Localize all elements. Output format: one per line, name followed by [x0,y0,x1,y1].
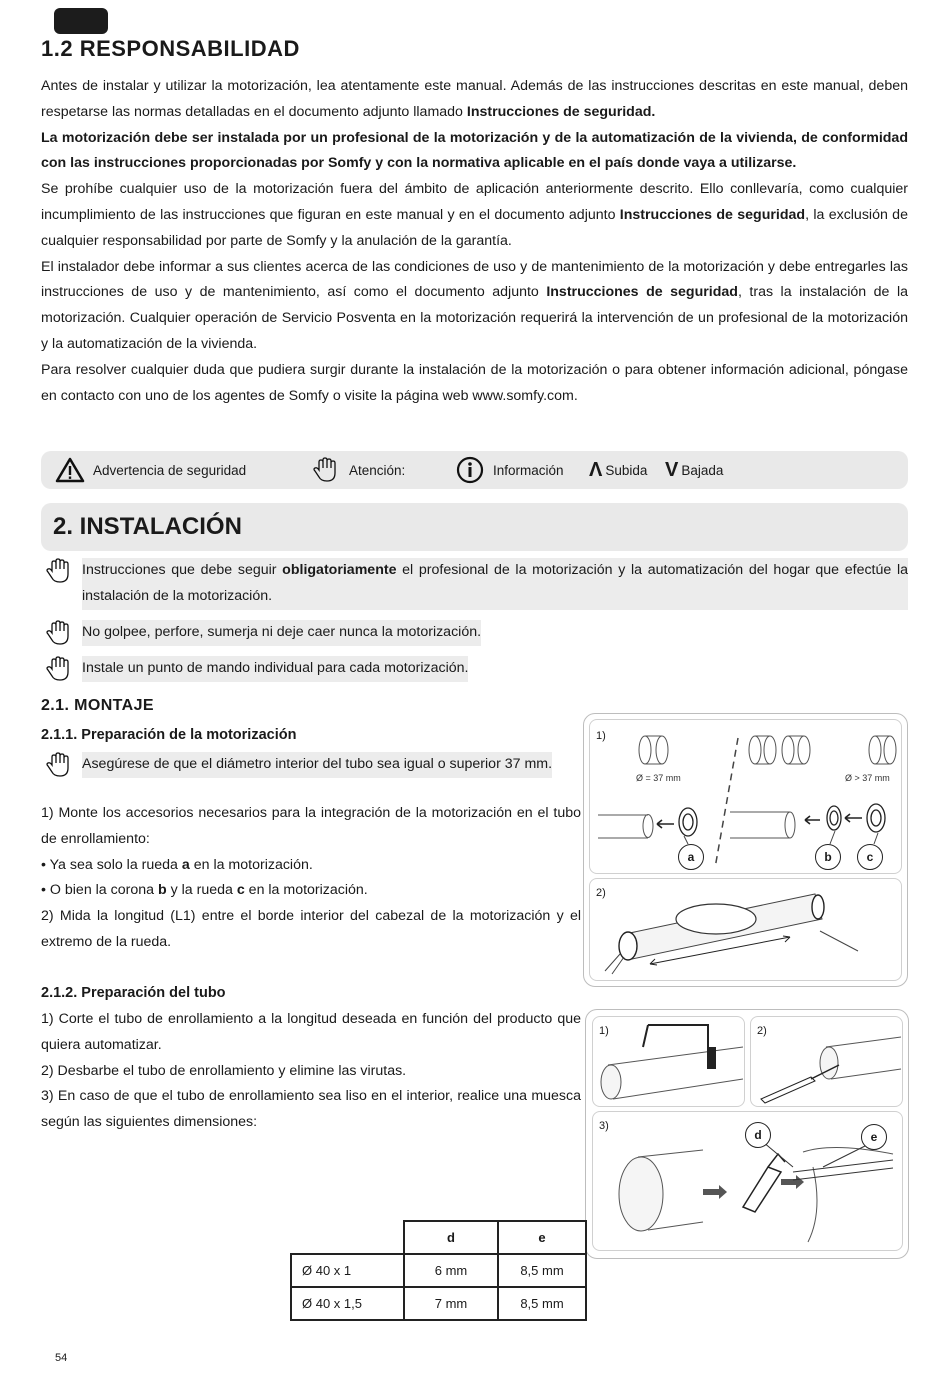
figure-panel-1 [589,719,902,874]
chapter-title: 2. INSTALACIÓN [53,513,242,540]
instruction-item [44,620,481,646]
saw-cut-drawing [593,1017,744,1106]
step-text: 1) Corte el tubo de enrollamiento a la longitud deseada en función del producto que quiera automatizar. [41,1011,581,1053]
wheel-ref: c [236,882,245,899]
chapter-header [41,503,908,551]
safety-doc-ref: Instrucciones de seguridad [546,284,738,301]
step-text: 3) En caso de que el tubo de enrollamiento sea liso en el interior, realice una muesca según las siguientes dimensiones: [41,1088,581,1131]
paragraph-2 [41,126,908,178]
section-title: 1.2 RESPONSABILIDAD [41,36,300,61]
marker-e: e [861,1124,887,1150]
safety-doc-ref: Instrucciones de seguridad [619,206,806,223]
paragraph-3-tail: , la exclusión de cualquier responsabilidad por parte de Somfy y la anulación de la garantía. [41,206,908,249]
instruction-item [44,656,468,682]
panel-label: 1) [596,730,606,742]
step-text: 1) Monte los accesorios necesarios para la integración de la motorización en el tubo de enrollamiento: [41,805,581,847]
step-text-part: • Ya sea solo la rueda [41,856,182,873]
table-cell-e: 8,5 mm [498,1287,586,1320]
montaje-title: 2.1. MONTAJE [41,697,154,714]
step-text-part: en la motorización. [244,882,368,899]
diameter-label-right: Ø > 37 mm [845,773,890,783]
table-header-blank [291,1221,404,1254]
instruction-item [44,752,552,778]
paragraph-1-text: Antes de instalar y utilizar la motorización, lea atentamente este manual. Además de las instrucciones descritas en este manual, deben respetarse las normas detalladas en el documento adjunto llamado [41,78,908,120]
paragraph-3-text: Se prohíbe cualquier uso de la motorización fuera del ámbito de aplicación anteriormente descrito. Ello conllevaría, como cualquier incumplimiento de las instrucciones que figuran en este manual y en el documento adjunto [41,181,908,223]
paragraph-4-text: El instalador debe informar a sus clientes acerca de las condiciones de uso y de mantenimiento de la motorización y debe entregarles las instrucciones de uso y de mantenimiento, así como el documento adjunto [41,258,908,301]
marker-d: d [745,1122,771,1148]
legend-attention [311,451,405,489]
legend-info-label: Información [493,462,564,478]
paragraph-3 [41,177,908,254]
table-row [291,1287,586,1320]
warning-triangle-icon [55,457,85,483]
hand-icon [311,457,341,483]
hand-icon [44,620,74,646]
paragraph-1 [41,74,908,126]
motor-prep-figure [583,713,908,987]
motor-prep-title: 2.1.1. Preparación de la motorización [41,727,297,743]
tube-prep-steps [41,1007,581,1136]
legend-warning [55,451,246,489]
responsibility-text [41,74,908,409]
info-icon [455,456,485,484]
table-header-e: e [498,1221,586,1254]
paragraph-4-tail: , tras la instalación de la motorización. Cualquier operación de Servicio Posventa en la motorización requerirá la intervención de un profesional de la motorización y la automatización de la vivienda. [41,284,908,352]
table-cell-tube: Ø 40 x 1,5 [291,1287,404,1320]
instruction-text: Instale un punto de mando individual para cada motorización. [82,656,468,682]
paragraph-2-text: La motorización debe ser instalada por un profesional de la motorización y de la automatización de la vivienda, de conformidad con las instrucciones proporcionadas por Somfy y con la normativa aplicable en el país donde vaya a utilizarse. [41,129,908,172]
instruction-text [82,558,908,610]
instruction-text: Asegúrese de que el diámetro interior del tubo sea igual o superior 37 mm. [82,752,552,778]
step-text: 2) Mida la longitud (L1) entre el borde interior del cabezal de la motorización y el extremo de la rueda. [41,908,581,950]
panel-label: 1) [599,1025,609,1037]
table-header-row [291,1221,586,1254]
safety-doc-ref: Instrucciones de seguridad. [466,103,656,120]
table-row [291,1254,586,1287]
step-text-part: • O bien la corona [41,882,158,899]
panel-label: 3) [599,1120,609,1132]
table-cell-e: 8,5 mm [498,1254,586,1287]
figure-panel-1 [592,1016,745,1107]
legend-info [455,451,564,489]
marker-c: c [857,844,883,870]
step-text-part: y la rueda [166,882,237,899]
instruction-text: No golpee, perfore, sumerja ni deje caer nunca la motorización. [82,620,481,646]
marker-a: a [678,844,704,870]
diameter-label-left: Ø = 37 mm [636,773,681,783]
section-tab-marker [54,8,108,34]
step-text-part: en la motorización. [189,856,313,873]
paragraph-4 [41,255,908,358]
step-text [41,878,581,904]
table-cell-d: 6 mm [404,1254,498,1287]
up-arrow-icon: Λ [589,458,603,481]
motor-accessories-drawing [590,720,901,873]
hand-icon [44,558,74,584]
hand-icon [44,656,74,682]
down-arrow-icon: V [665,458,679,481]
legend-down [665,451,723,489]
legend-up-label: Subida [605,462,648,478]
instruction-item [44,558,908,610]
marker-b: b [815,844,841,870]
legend-attention-label: Atención: [349,462,406,478]
table-cell-d: 7 mm [404,1287,498,1320]
step-text [41,853,581,879]
legend-warning-label: Advertencia de seguridad [93,462,247,478]
instruction-1-tail: el profesional de la motorización y la automatización del hogar que efectúe la instalación de la motorización. [82,562,908,604]
step-text: 2) Desbarbe el tubo de enrollamiento y elimine las virutas. [41,1062,407,1079]
tube-prep-figure [585,1009,909,1259]
hand-icon [44,752,74,778]
instruction-1-emphasis: obligatoriamente [282,562,397,578]
legend-up [589,451,647,489]
deburr-drawing [751,1017,902,1106]
paragraph-5: Para resolver cualquier duda que pudiera surgir durante la instalación de la motorización o para obtener información adicional, póngase en contacto con uno de los agentes de Somfy o visite la página web www.somfy.com. [41,361,908,404]
figure-panel-3 [592,1111,903,1251]
figure-panel-2 [589,878,902,981]
wheel-ref: a [181,856,190,873]
legend-down-label: Bajada [681,462,724,478]
page-number: 54 [55,1352,68,1364]
length-measure-drawing [590,879,901,980]
notch-dimensions-table [290,1220,587,1321]
crown-ref: b [157,882,167,899]
figure-panel-2 [750,1016,903,1107]
instruction-1-text: Instrucciones que debe seguir [82,562,283,578]
table-cell-tube: Ø 40 x 1 [291,1254,404,1287]
table-header-d: d [404,1221,498,1254]
symbol-legend [41,451,908,489]
panel-label: 2) [596,887,606,899]
panel-label: 2) [757,1025,767,1037]
motor-prep-steps [41,801,581,956]
tube-prep-title: 2.1.2. Preparación del tubo [41,985,226,1001]
